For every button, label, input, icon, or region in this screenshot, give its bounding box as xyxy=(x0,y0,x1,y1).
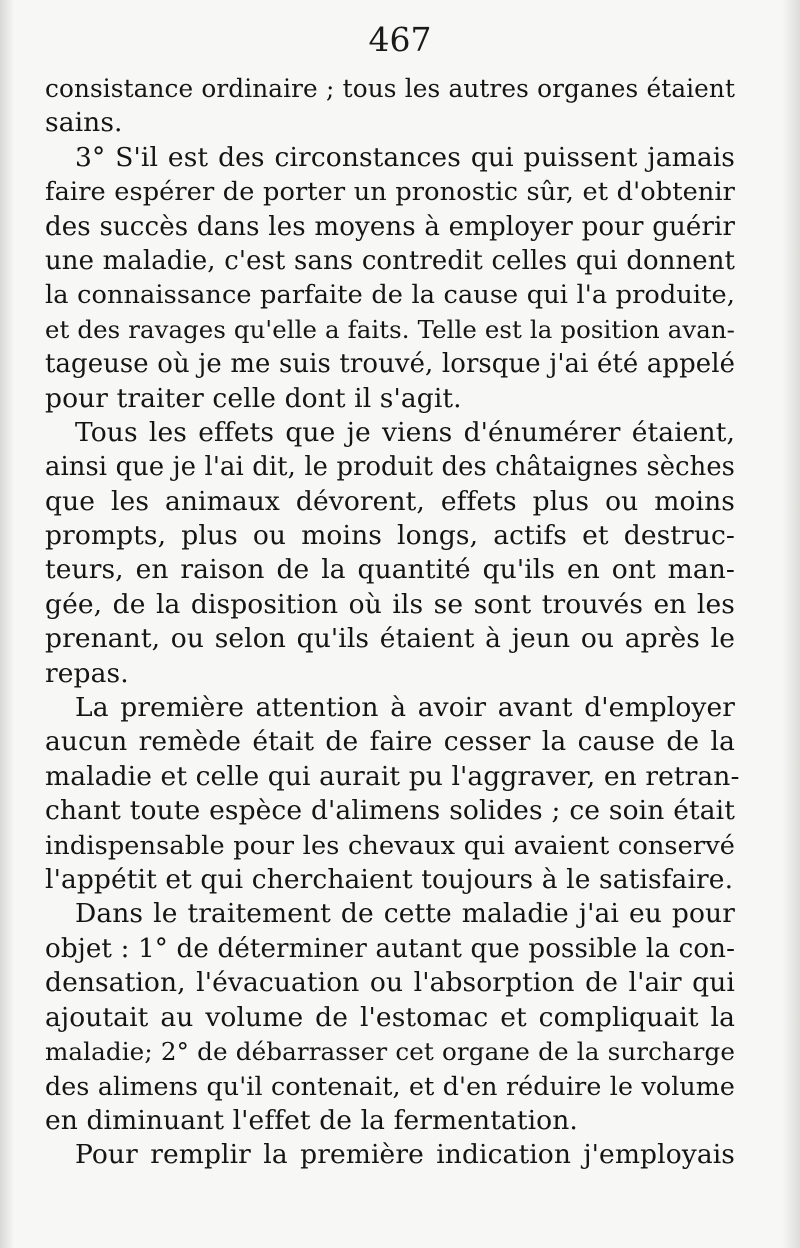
text-line: chant toute espèce d'alimens solides ; ce soin était xyxy=(45,795,735,827)
text-line: ajoutait au volume de l'estomac et compliquait la xyxy=(45,1001,735,1033)
text-line: pour traiter celle dont il s'agit. xyxy=(45,382,462,414)
text-line: en diminuant l'effet de la fermentation. xyxy=(45,1104,578,1136)
text-line: objet : 1° de déterminer autant que possible la con- xyxy=(45,933,735,964)
text-line: indispensable pour les chevaux qui avaient conservé xyxy=(45,830,735,861)
body-text xyxy=(45,72,740,1173)
text-line: Tous les effets que je viens d'énumérer étaient, xyxy=(75,416,735,448)
text-line: 3° S'il est des circonstances qui puissent jamais xyxy=(75,141,735,173)
text-line: des alimens qu'il contenait, et d'en réduire le volume xyxy=(45,1071,735,1102)
text-line: tageuse où je me suis trouvé, lorsque j'ai été appelé xyxy=(45,349,735,380)
text-line: la connaissance parfaite de la cause qui l'a produite, xyxy=(45,280,735,311)
text-line: et des ravages qu'elle a faits. Telle est la position avan- xyxy=(45,314,735,344)
text-line: sains. xyxy=(45,107,123,139)
text-line: consistance ordinaire ; tous les autres organes étaient xyxy=(45,74,735,103)
text-line: faire espérer de porter un pronostic sûr, et d'obtenir xyxy=(45,177,735,208)
text-line: une maladie, c'est sans contredit celles qui donnent xyxy=(45,245,735,276)
text-line: Pour remplir la première indication j'employais xyxy=(75,1139,735,1171)
text-line: teurs, en raison de la quantité qu'ils en ont man- xyxy=(45,554,735,586)
text-line: La première attention à avoir avant d'employer xyxy=(75,692,735,724)
text-line: maladie; 2° de débarrasser cet organe de la surcharge xyxy=(45,1036,735,1066)
text-line: Dans le traitement de cette maladie j'ai eu pour xyxy=(75,898,735,930)
text-line: gée, de la disposition où ils se sont trouvés en les xyxy=(45,588,735,620)
page-right-edge-shadow xyxy=(782,0,800,1248)
text-line: repas. xyxy=(45,657,129,689)
page-number: 467 xyxy=(368,20,432,59)
text-line: des succès dans les moyens à employer pour guérir xyxy=(45,211,735,242)
text-line: densation, l'évacuation ou l'absorption de l'air qui xyxy=(45,967,735,999)
page-left-edge-shadow xyxy=(0,0,14,1248)
text-line: prompts, plus ou moins longs, actifs et destruc- xyxy=(45,520,735,552)
text-line: ainsi que je l'ai dit, le produit des châtaignes sèches xyxy=(45,452,735,483)
text-line: prenant, ou selon qu'ils étaient à jeun ou après le xyxy=(45,623,735,655)
text-line: l'appétit et qui cherchaient toujours à le satisfaire. xyxy=(45,863,734,895)
text-line: maladie et celle qui aurait pu l'aggraver, en retran- xyxy=(45,760,740,792)
text-line: aucun remède était de faire cesser la cause de la xyxy=(45,726,735,758)
text-line: que les animaux dévorent, effets plus ou moins xyxy=(45,485,735,517)
